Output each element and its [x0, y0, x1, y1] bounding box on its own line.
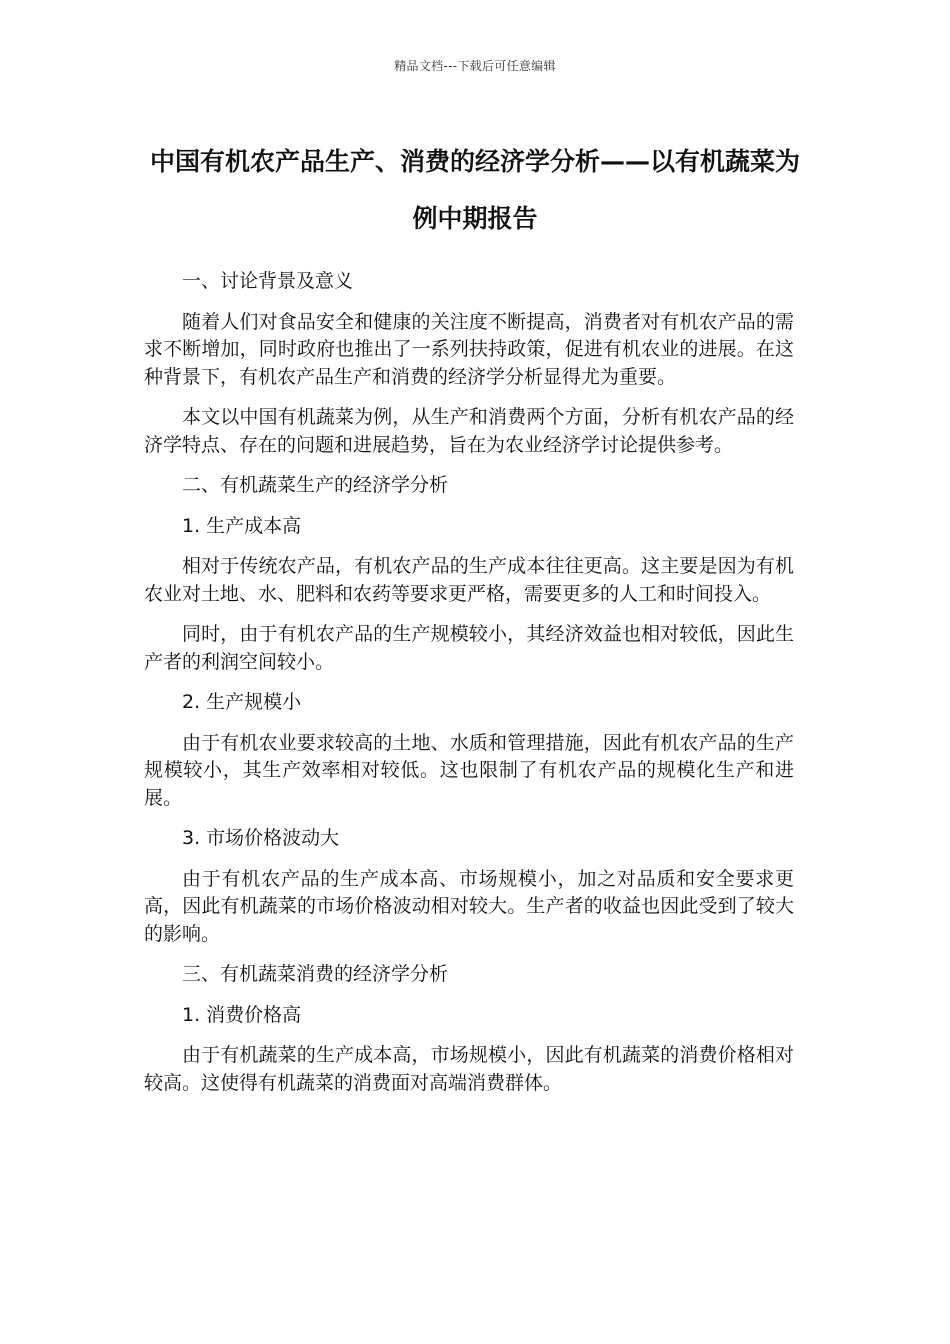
paragraph: 由于有机农产品的生产成本高、市场规模小，加之对品质和安全要求更高，因此有机蔬菜的市场价格波动相对较大。生产者的收益也因此受到了较大的影响。 [144, 867, 794, 945]
section-heading: 二、有机蔬菜生产的经济学分析 [182, 474, 449, 496]
paragraph: 相对于传统农产品，有机农产品的生产成本往往更高。这主要是因为有机农业对土地、水、肥料和农药等要求更严格，需要更多的人工和时间投入。 [144, 555, 794, 605]
document-title: 中国有机农产品生产、消费的经济学分析——以有机蔬菜为例中期报告 [149, 147, 800, 233]
paragraph: 同时，由于有机农产品的生产规模较小，其经济效益也相对较低，因此生产者的利润空间较小。 [144, 623, 794, 673]
paragraph: 随着人们对食品安全和健康的关注度不断提高，消费者对有机农产品的需求不断增加，同时政府也推出了一系列扶持政策，促进有机农业的进展。在这种背景下，有机农产品生产和消费的经济学分析显得尤为重要。 [144, 310, 794, 388]
paragraph: 由于有机蔬菜的生产成本高，市场规模小，因此有机蔬菜的消费价格相对较高。这使得有机蔬菜的消费面对高端消费群体。 [144, 1044, 794, 1094]
paragraph: 本文以中国有机蔬菜为例，从生产和消费两个方面，分析有机农产品的经济学特点、存在的问题和进展趋势，旨在为农业经济学讨论提供参考。 [144, 406, 794, 456]
section-heading: 三、有机蔬菜消费的经济学分析 [182, 963, 449, 985]
subsection-heading: 2. 生产规模小 [182, 691, 302, 713]
paragraph: 由于有机农业要求较高的土地、水质和管理措施，因此有机农产品的生产规模较小，其生产效率相对较低。这也限制了有机农产品的规模化生产和进展。 [144, 731, 794, 809]
subsection-heading: 1. 消费价格高 [182, 1003, 302, 1026]
document-body [144, 268, 794, 1110]
subsection-heading: 1. 生产成本高 [182, 514, 302, 537]
header-note: 精品文档---下载后可任意编辑 [394, 59, 556, 73]
subsection-heading: 3. 市场价格波动大 [182, 827, 340, 849]
section-heading: 一、讨论背景及意义 [182, 270, 354, 292]
